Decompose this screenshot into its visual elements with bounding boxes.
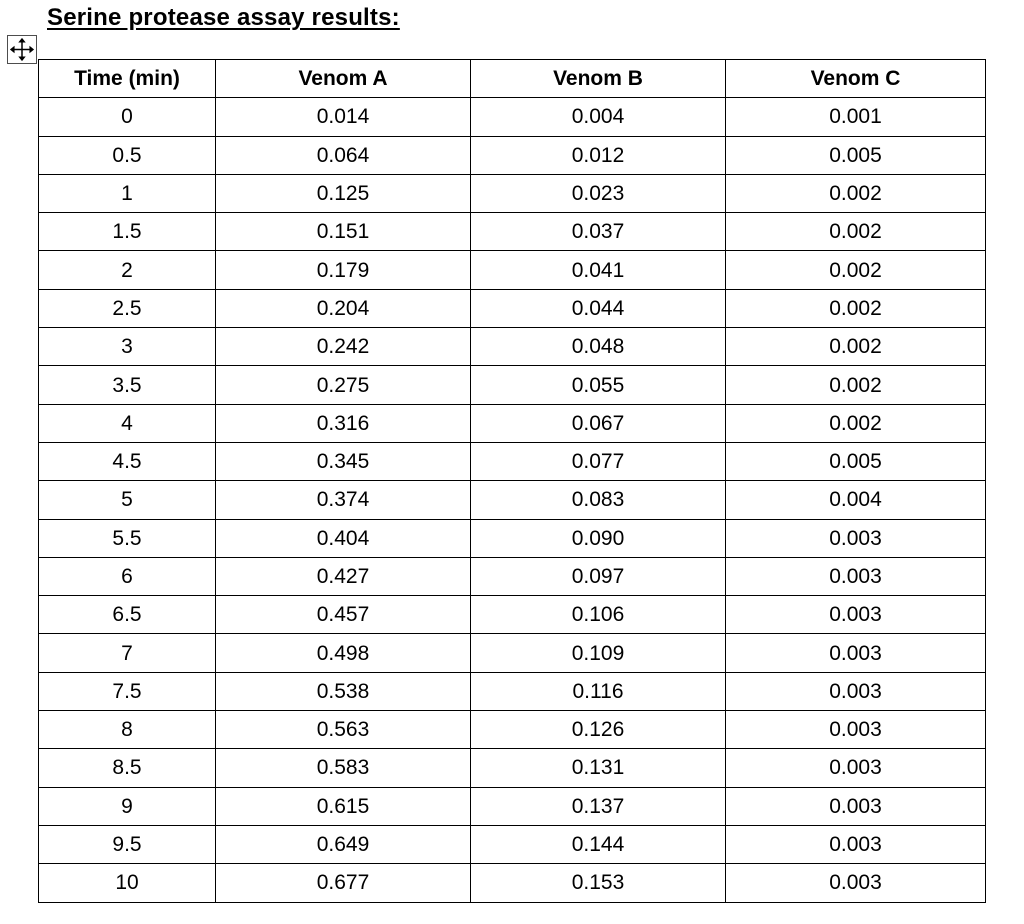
table-row	[39, 136, 986, 174]
venom-a-cell: 0.457	[216, 596, 471, 634]
time-cell: 4	[39, 404, 216, 442]
venom-a-cell: 0.563	[216, 711, 471, 749]
venom-a-cell: 0.204	[216, 289, 471, 327]
time-cell: 1	[39, 174, 216, 212]
time-cell: 7	[39, 634, 216, 672]
table-row	[39, 174, 986, 212]
venom-c-cell: 0.001	[726, 98, 986, 136]
time-cell: 2.5	[39, 289, 216, 327]
assay-results-table	[38, 59, 986, 903]
venom-c-cell: 0.003	[726, 519, 986, 557]
time-cell: 7.5	[39, 672, 216, 710]
venom-a-cell: 0.498	[216, 634, 471, 672]
table-row	[39, 825, 986, 863]
time-cell: 4.5	[39, 442, 216, 480]
venom-b-cell: 0.067	[471, 404, 726, 442]
table-row	[39, 634, 986, 672]
venom-a-cell: 0.014	[216, 98, 471, 136]
venom-c-cell: 0.003	[726, 672, 986, 710]
venom-a-cell: 0.151	[216, 213, 471, 251]
venom-b-cell: 0.037	[471, 213, 726, 251]
venom-c-cell: 0.003	[726, 557, 986, 595]
table-body	[39, 98, 986, 902]
venom-b-cell: 0.131	[471, 749, 726, 787]
time-cell: 9.5	[39, 825, 216, 863]
venom-b-cell: 0.090	[471, 519, 726, 557]
time-cell: 8.5	[39, 749, 216, 787]
venom-b-cell: 0.044	[471, 289, 726, 327]
header-venom-a: Venom A	[216, 60, 471, 98]
table-row	[39, 787, 986, 825]
venom-a-cell: 0.538	[216, 672, 471, 710]
venom-b-cell: 0.048	[471, 328, 726, 366]
table-row	[39, 557, 986, 595]
venom-c-cell: 0.002	[726, 366, 986, 404]
table-row	[39, 519, 986, 557]
header-time: Time (min)	[39, 60, 216, 98]
table-row	[39, 711, 986, 749]
venom-a-cell: 0.064	[216, 136, 471, 174]
table-row	[39, 366, 986, 404]
venom-a-cell: 0.316	[216, 404, 471, 442]
venom-a-cell: 0.427	[216, 557, 471, 595]
venom-a-cell: 0.125	[216, 174, 471, 212]
time-cell: 10	[39, 864, 216, 902]
venom-c-cell: 0.005	[726, 442, 986, 480]
table-row	[39, 481, 986, 519]
table-row	[39, 442, 986, 480]
venom-c-cell: 0.003	[726, 634, 986, 672]
four-way-arrow-icon	[8, 36, 36, 63]
table-row	[39, 404, 986, 442]
venom-b-cell: 0.126	[471, 711, 726, 749]
venom-c-cell: 0.002	[726, 404, 986, 442]
venom-b-cell: 0.004	[471, 98, 726, 136]
venom-a-cell: 0.404	[216, 519, 471, 557]
time-cell: 0	[39, 98, 216, 136]
time-cell: 2	[39, 251, 216, 289]
venom-c-cell: 0.004	[726, 481, 986, 519]
venom-b-cell: 0.116	[471, 672, 726, 710]
venom-a-cell: 0.677	[216, 864, 471, 902]
venom-a-cell: 0.275	[216, 366, 471, 404]
table-row	[39, 251, 986, 289]
header-venom-c: Venom C	[726, 60, 986, 98]
table-row	[39, 213, 986, 251]
venom-b-cell: 0.137	[471, 787, 726, 825]
venom-c-cell: 0.002	[726, 251, 986, 289]
venom-c-cell: 0.003	[726, 749, 986, 787]
venom-c-cell: 0.003	[726, 787, 986, 825]
table-row	[39, 98, 986, 136]
venom-b-cell: 0.023	[471, 174, 726, 212]
venom-a-cell: 0.242	[216, 328, 471, 366]
venom-b-cell: 0.077	[471, 442, 726, 480]
time-cell: 3.5	[39, 366, 216, 404]
venom-c-cell: 0.005	[726, 136, 986, 174]
venom-a-cell: 0.374	[216, 481, 471, 519]
venom-a-cell: 0.583	[216, 749, 471, 787]
venom-a-cell: 0.649	[216, 825, 471, 863]
table-row	[39, 289, 986, 327]
venom-b-cell: 0.097	[471, 557, 726, 595]
venom-a-cell: 0.345	[216, 442, 471, 480]
venom-b-cell: 0.012	[471, 136, 726, 174]
time-cell: 8	[39, 711, 216, 749]
time-cell: 6.5	[39, 596, 216, 634]
venom-b-cell: 0.109	[471, 634, 726, 672]
venom-b-cell: 0.144	[471, 825, 726, 863]
time-cell: 5	[39, 481, 216, 519]
venom-b-cell: 0.083	[471, 481, 726, 519]
venom-b-cell: 0.106	[471, 596, 726, 634]
venom-b-cell: 0.041	[471, 251, 726, 289]
venom-c-cell: 0.002	[726, 213, 986, 251]
time-cell: 1.5	[39, 213, 216, 251]
venom-c-cell: 0.003	[726, 711, 986, 749]
table-row	[39, 864, 986, 902]
venom-c-cell: 0.003	[726, 825, 986, 863]
time-cell: 0.5	[39, 136, 216, 174]
table-row	[39, 596, 986, 634]
venom-c-cell: 0.003	[726, 864, 986, 902]
venom-b-cell: 0.153	[471, 864, 726, 902]
venom-c-cell: 0.002	[726, 174, 986, 212]
time-cell: 6	[39, 557, 216, 595]
table-row	[39, 749, 986, 787]
venom-a-cell: 0.615	[216, 787, 471, 825]
venom-c-cell: 0.003	[726, 596, 986, 634]
document-title: Serine protease assay results:	[47, 4, 400, 31]
venom-c-cell: 0.002	[726, 328, 986, 366]
time-cell: 3	[39, 328, 216, 366]
table-row	[39, 672, 986, 710]
time-cell: 5.5	[39, 519, 216, 557]
time-cell: 9	[39, 787, 216, 825]
table-row	[39, 328, 986, 366]
venom-c-cell: 0.002	[726, 289, 986, 327]
table-move-handle-icon[interactable]	[7, 35, 37, 64]
venom-b-cell: 0.055	[471, 366, 726, 404]
venom-a-cell: 0.179	[216, 251, 471, 289]
table-header-row	[39, 60, 986, 98]
header-venom-b: Venom B	[471, 60, 726, 98]
